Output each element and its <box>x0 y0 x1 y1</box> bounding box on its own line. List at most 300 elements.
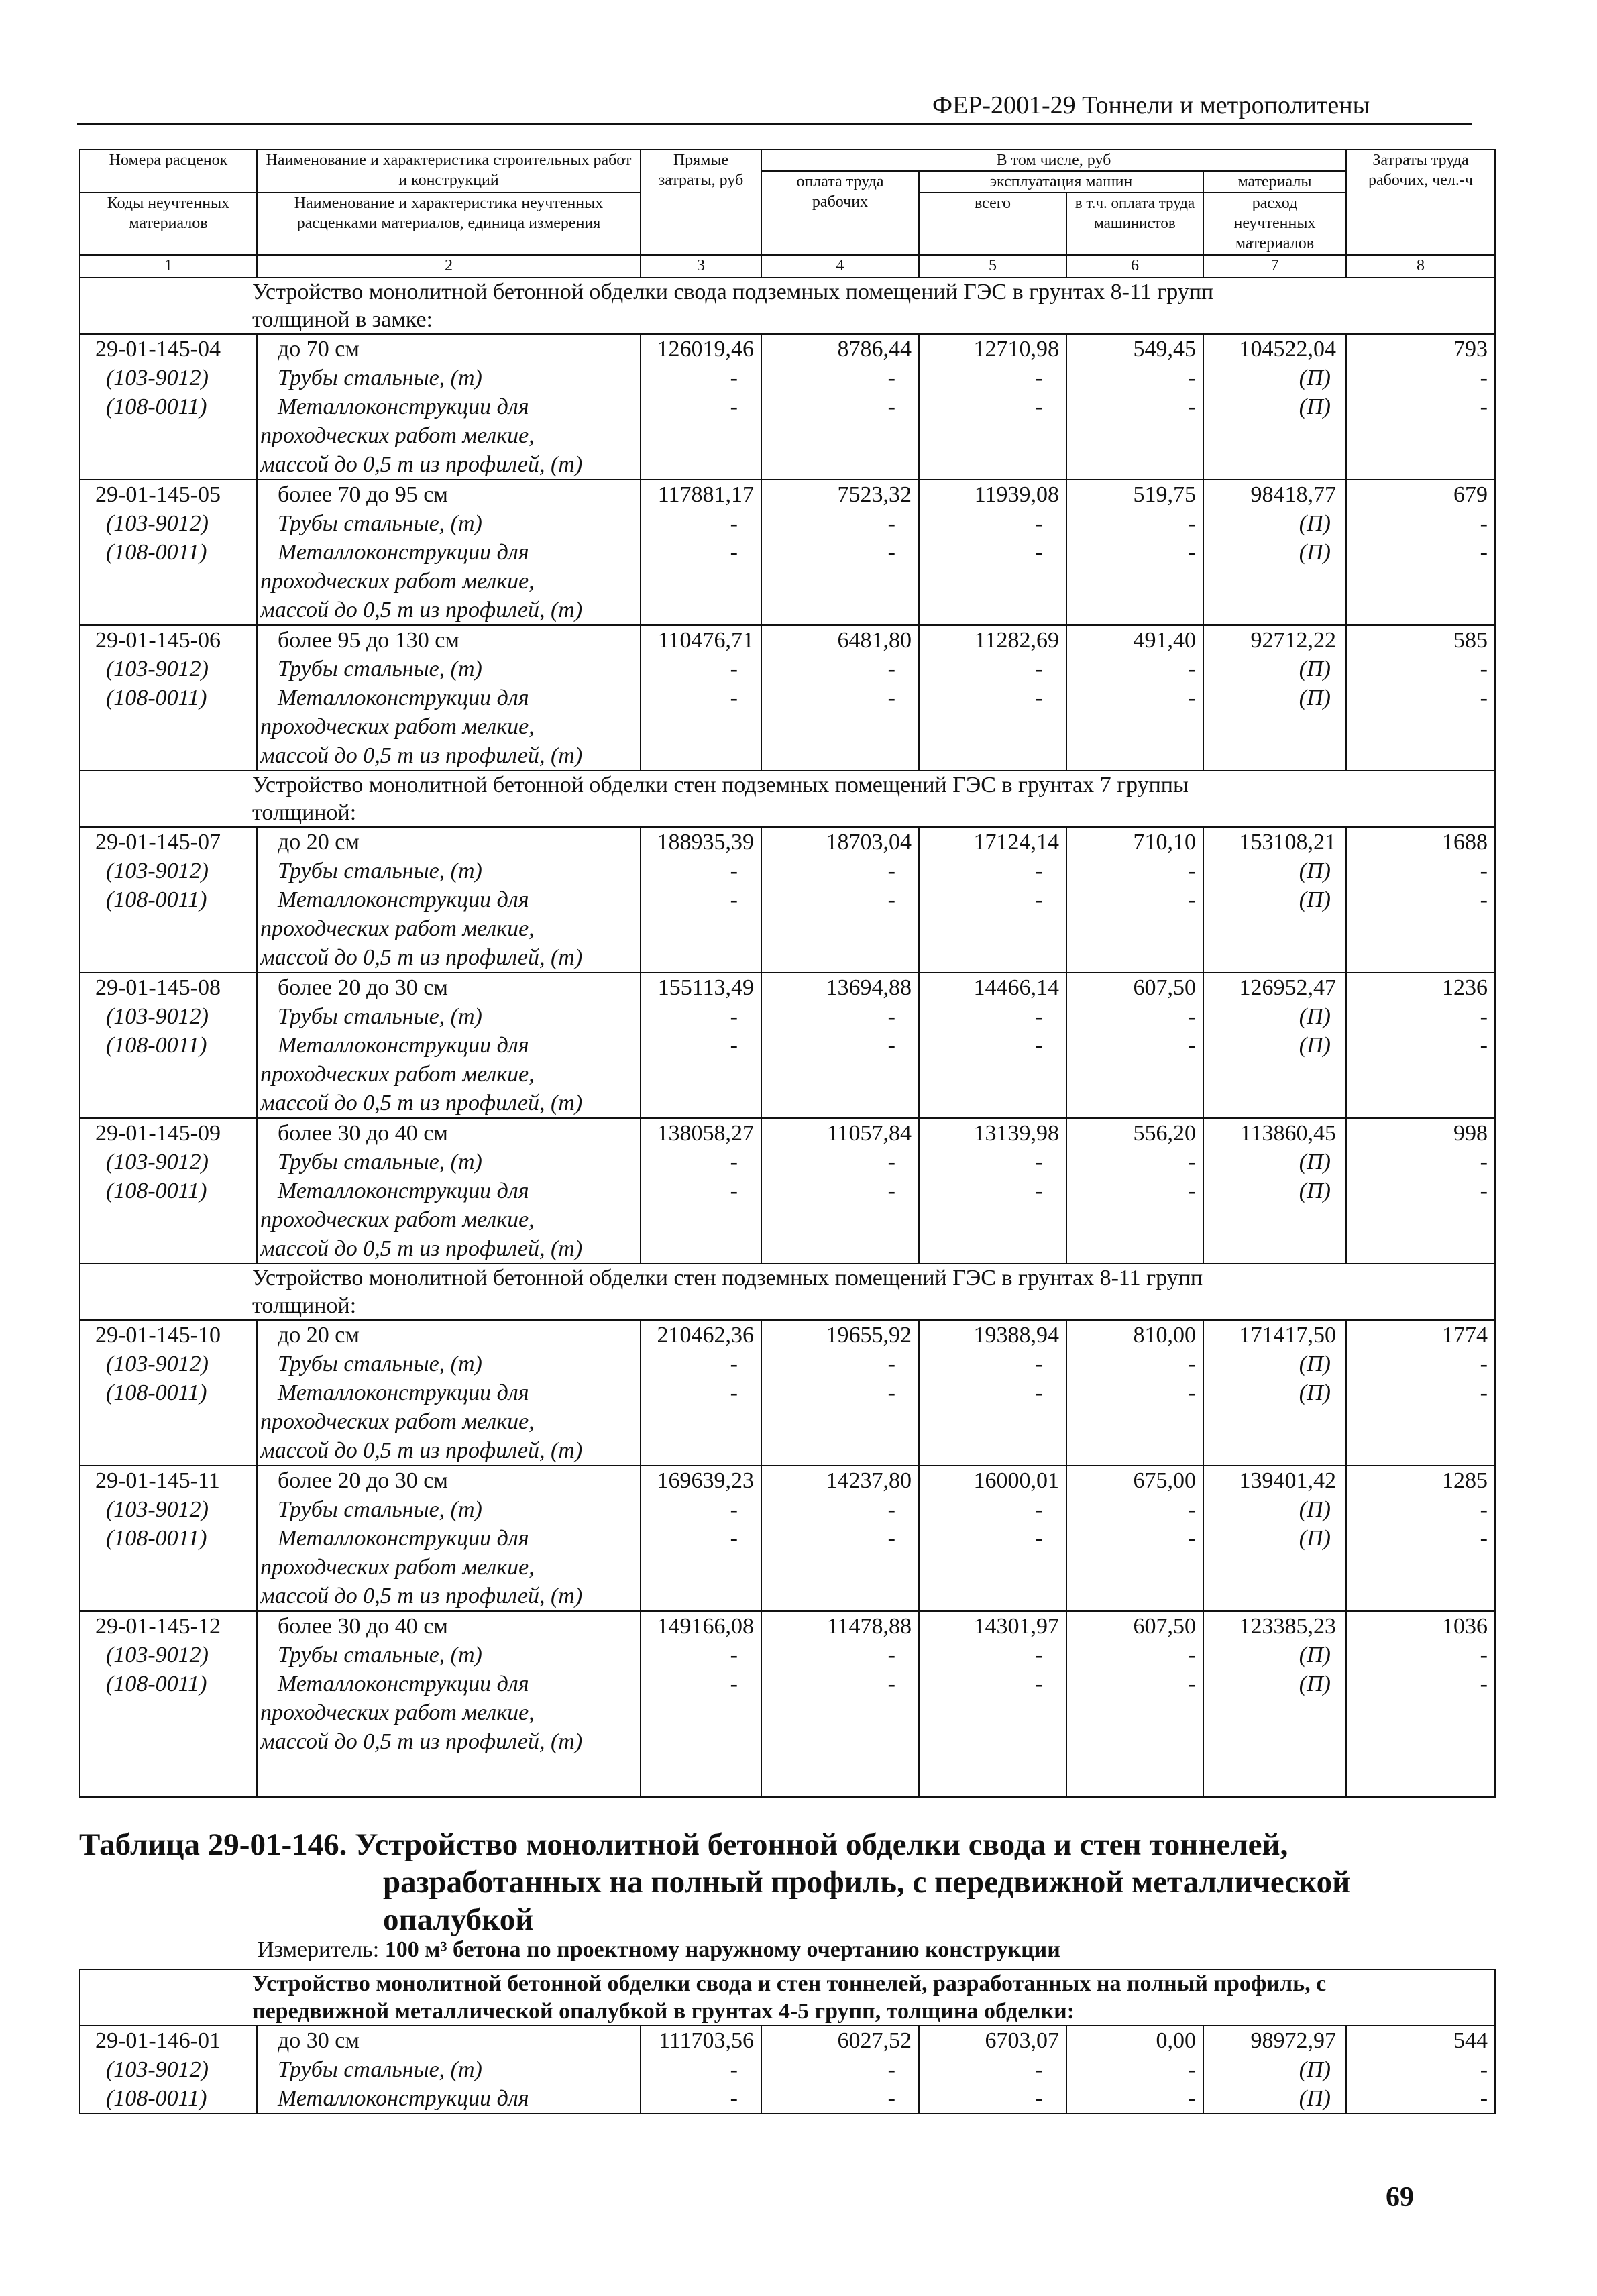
col-num: 7 <box>1203 255 1346 278</box>
empty-cell <box>641 1234 761 1264</box>
material-code: (108-0011) <box>80 1177 257 1205</box>
material-name-cont: проходческих работ мелкие, <box>257 712 641 741</box>
material-flag: (П) <box>1203 2055 1346 2084</box>
rate-code: 29-01-146-01 <box>80 2026 257 2055</box>
empty-cell <box>1346 712 1495 741</box>
dash-cell: - <box>761 538 919 567</box>
empty-cell <box>761 1756 919 1797</box>
dash-cell: - <box>1066 392 1203 421</box>
material-row-pipes <box>80 2055 1495 2084</box>
material-name: Металлоконструкции для <box>257 1524 641 1553</box>
page-number: 69 <box>1386 2182 1414 2213</box>
rate-row <box>80 1320 1495 1350</box>
material-flag: (П) <box>1203 655 1346 684</box>
rates-table-145 <box>79 149 1496 1798</box>
material-name: Трубы стальные, (т) <box>257 1002 641 1031</box>
rate-row <box>80 625 1495 655</box>
material-row-cont <box>80 1205 1495 1234</box>
material-flag: (П) <box>1203 1670 1346 1698</box>
dash-cell: - <box>1346 1002 1495 1031</box>
dash-cell: - <box>641 1350 761 1378</box>
material-code: (108-0011) <box>80 2084 257 2114</box>
empty-cell <box>761 943 919 973</box>
machines-total: 16000,01 <box>919 1466 1066 1495</box>
dash-cell: - <box>1346 364 1495 392</box>
material-name-cont: проходческих работ мелкие, <box>257 1553 641 1582</box>
rate-name: до 20 см <box>257 827 641 857</box>
dash-cell: - <box>1346 1177 1495 1205</box>
dash-cell: - <box>761 364 919 392</box>
hdr-material-names: Наименование и характеристика неучтенных расценками материалов, единица измерения <box>257 193 641 255</box>
empty-cell <box>80 1089 257 1118</box>
dash-cell: - <box>1346 538 1495 567</box>
dash-cell: - <box>1066 1641 1203 1670</box>
operator-pay: 675,00 <box>1066 1466 1203 1495</box>
direct-costs: 188935,39 <box>641 827 761 857</box>
empty-cell <box>919 914 1066 943</box>
material-row-pipes <box>80 1641 1495 1670</box>
dash-cell: - <box>919 364 1066 392</box>
dash-cell: - <box>1066 364 1203 392</box>
dash-cell: - <box>641 1495 761 1524</box>
material-row-cont <box>80 1553 1495 1582</box>
empty-cell <box>1066 1582 1203 1611</box>
dash-cell: - <box>919 857 1066 885</box>
labor-hours: 1236 <box>1346 973 1495 1002</box>
empty-cell <box>641 914 761 943</box>
material-row-pipes <box>80 364 1495 392</box>
rate-row <box>80 1466 1495 1495</box>
table-146-title <box>79 1826 1488 1938</box>
empty-cell <box>1066 1698 1203 1727</box>
material-row-cont <box>80 1234 1495 1264</box>
material-name-cont: проходческих работ мелкие, <box>257 567 641 596</box>
worker-pay: 6481,80 <box>761 625 919 655</box>
empty-cell <box>1066 1436 1203 1466</box>
labor-hours: 544 <box>1346 2026 1495 2055</box>
material-use: 171417,50 <box>1203 1320 1346 1350</box>
empty-cell <box>1066 1407 1203 1436</box>
labor-hours: 585 <box>1346 625 1495 655</box>
material-row-metal <box>80 1031 1495 1060</box>
rate-code: 29-01-145-11 <box>80 1466 257 1495</box>
measure-label: Измеритель: <box>258 1937 380 1962</box>
empty-cell <box>1346 1060 1495 1089</box>
material-name-cont: массой до 0,5 т из профилей, (т) <box>257 1582 641 1611</box>
dash-cell: - <box>641 1002 761 1031</box>
dash-cell: - <box>919 885 1066 914</box>
machines-total: 6703,07 <box>919 2026 1066 2055</box>
empty-cell <box>1203 943 1346 973</box>
dash-cell: - <box>761 1378 919 1407</box>
section-heading-cont <box>80 306 1495 334</box>
dash-cell: - <box>1066 1495 1203 1524</box>
material-code: (103-9012) <box>80 364 257 392</box>
dash-cell: - <box>1346 1148 1495 1177</box>
material-row-metal <box>80 1378 1495 1407</box>
machines-total: 17124,14 <box>919 827 1066 857</box>
rate-name: более 20 до 30 см <box>257 973 641 1002</box>
hdr-work-name: Наименование и характеристика строительных работ и конструкций <box>257 150 641 193</box>
rate-code: 29-01-145-08 <box>80 973 257 1002</box>
material-use: 113860,45 <box>1203 1118 1346 1148</box>
dash-cell: - <box>641 1524 761 1553</box>
material-row-cont <box>80 567 1495 596</box>
hdr-including: В том числе, руб <box>761 150 1346 171</box>
empty-cell <box>80 1407 257 1436</box>
empty-cell <box>1346 596 1495 625</box>
dash-cell: - <box>761 1350 919 1378</box>
dash-cell: - <box>919 509 1066 538</box>
empty-cell <box>80 1060 257 1089</box>
operator-pay: 0,00 <box>1066 2026 1203 2055</box>
dash-cell: - <box>641 1641 761 1670</box>
section-title-line2: передвижной металлической опалубкой в грунтах 4-5 групп, толщина обделки: <box>80 1998 1495 2026</box>
dash-cell: - <box>919 392 1066 421</box>
empty-cell <box>761 1436 919 1466</box>
section-title-line2: толщиной в замке: <box>80 306 1495 334</box>
empty-cell <box>1066 1205 1203 1234</box>
material-name-cont: проходческих работ мелкие, <box>257 421 641 450</box>
material-name: Металлоконструкции для <box>257 2084 641 2114</box>
rates-body-146 <box>80 1969 1495 2114</box>
rate-name: более 70 до 95 см <box>257 480 641 509</box>
dash-cell: - <box>1346 885 1495 914</box>
empty-cell <box>1203 596 1346 625</box>
hdr-material-codes: Коды неучтенных материалов <box>80 193 257 255</box>
material-name: Трубы стальные, (т) <box>257 2055 641 2084</box>
empty-cell <box>80 1436 257 1466</box>
empty-cell <box>641 596 761 625</box>
empty-cell <box>1066 712 1203 741</box>
empty-cell <box>1203 712 1346 741</box>
worker-pay: 11478,88 <box>761 1611 919 1641</box>
dash-cell: - <box>919 2084 1066 2114</box>
material-row-metal <box>80 1524 1495 1553</box>
material-flag: (П) <box>1203 1177 1346 1205</box>
direct-costs: 149166,08 <box>641 1611 761 1641</box>
material-code: (108-0011) <box>80 1670 257 1698</box>
empty-cell <box>641 1727 761 1756</box>
table-end-spacer <box>80 1756 1495 1797</box>
empty-cell <box>919 1436 1066 1466</box>
empty-cell <box>761 1234 919 1264</box>
empty-cell <box>761 1407 919 1436</box>
dash-cell: - <box>919 1495 1066 1524</box>
col-num: 4 <box>761 255 919 278</box>
section-title-line1: Устройство монолитной бетонной обделки свода подземных помещений ГЭС в грунтах 8-11 групп <box>80 278 1495 306</box>
material-row-metal <box>80 1670 1495 1698</box>
material-code: (103-9012) <box>80 857 257 885</box>
rate-code: 29-01-145-09 <box>80 1118 257 1148</box>
material-name: Металлоконструкции для <box>257 1670 641 1698</box>
dash-cell: - <box>761 1524 919 1553</box>
direct-costs: 126019,46 <box>641 334 761 364</box>
material-name: Трубы стальные, (т) <box>257 364 641 392</box>
dash-cell: - <box>641 2055 761 2084</box>
material-row-cont <box>80 1727 1495 1756</box>
empty-cell <box>1203 741 1346 771</box>
empty-cell <box>761 712 919 741</box>
labor-hours: 1285 <box>1346 1466 1495 1495</box>
direct-costs: 110476,71 <box>641 625 761 655</box>
dash-cell: - <box>641 684 761 712</box>
empty-cell <box>1346 1698 1495 1727</box>
material-row-cont <box>80 741 1495 771</box>
rate-row <box>80 1118 1495 1148</box>
empty-cell <box>761 567 919 596</box>
dash-cell: - <box>1346 2084 1495 2114</box>
dash-cell: - <box>641 885 761 914</box>
material-flag: (П) <box>1203 392 1346 421</box>
dash-cell: - <box>761 392 919 421</box>
empty-cell <box>80 421 257 450</box>
material-flag: (П) <box>1203 538 1346 567</box>
material-row-cont <box>80 450 1495 480</box>
material-code: (103-9012) <box>80 1641 257 1670</box>
material-row-metal <box>80 392 1495 421</box>
machines-total: 14466,14 <box>919 973 1066 1002</box>
dash-cell: - <box>761 509 919 538</box>
dash-cell: - <box>1066 1002 1203 1031</box>
dash-cell: - <box>919 1670 1066 1698</box>
empty-cell <box>761 914 919 943</box>
section-heading-cont <box>80 1292 1495 1320</box>
material-row-metal <box>80 538 1495 567</box>
empty-cell <box>761 741 919 771</box>
dash-cell: - <box>1066 538 1203 567</box>
empty-cell <box>919 741 1066 771</box>
dash-cell: - <box>1066 885 1203 914</box>
empty-cell <box>1066 1234 1203 1264</box>
empty-cell <box>1346 943 1495 973</box>
dash-cell: - <box>1346 1524 1495 1553</box>
operator-pay: 549,45 <box>1066 334 1203 364</box>
empty-cell <box>919 1060 1066 1089</box>
material-name-cont: массой до 0,5 т из профилей, (т) <box>257 596 641 625</box>
material-code: (103-9012) <box>80 1350 257 1378</box>
empty-cell <box>1346 1582 1495 1611</box>
material-name-cont: массой до 0,5 т из профилей, (т) <box>257 943 641 973</box>
material-row-cont <box>80 1060 1495 1089</box>
dash-cell: - <box>761 1002 919 1031</box>
empty-cell <box>1203 1089 1346 1118</box>
material-use: 123385,23 <box>1203 1611 1346 1641</box>
material-use: 104522,04 <box>1203 334 1346 364</box>
dash-cell: - <box>641 1031 761 1060</box>
material-row-cont <box>80 1582 1495 1611</box>
material-name: Металлоконструкции для <box>257 538 641 567</box>
worker-pay: 14237,80 <box>761 1466 919 1495</box>
section-heading-cont <box>80 1998 1495 2026</box>
material-row-metal <box>80 1177 1495 1205</box>
material-name: Трубы стальные, (т) <box>257 509 641 538</box>
hdr-material-use: расход неучтенных материалов <box>1203 193 1346 255</box>
material-code: (108-0011) <box>80 1524 257 1553</box>
material-row-cont <box>80 943 1495 973</box>
empty-cell <box>641 421 761 450</box>
empty-cell <box>80 1553 257 1582</box>
material-flag: (П) <box>1203 1350 1346 1378</box>
rates-table-146 <box>79 1969 1496 2114</box>
empty-cell <box>919 1756 1066 1797</box>
dash-cell: - <box>919 1641 1066 1670</box>
hdr-operator-pay: в т.ч. оплата труда машинистов <box>1066 193 1203 255</box>
empty-cell <box>761 1727 919 1756</box>
dash-cell: - <box>761 857 919 885</box>
empty-cell <box>919 567 1066 596</box>
hdr-machines-total: всего <box>919 193 1066 255</box>
empty-cell <box>641 1060 761 1089</box>
material-name-cont: массой до 0,5 т из профилей, (т) <box>257 450 641 480</box>
empty-cell <box>919 450 1066 480</box>
dash-cell: - <box>1066 857 1203 885</box>
material-use: 139401,42 <box>1203 1466 1346 1495</box>
empty-cell <box>1346 1436 1495 1466</box>
rate-row <box>80 2026 1495 2055</box>
empty-cell <box>1203 1727 1346 1756</box>
material-name: Металлоконструкции для <box>257 684 641 712</box>
machines-total: 11282,69 <box>919 625 1066 655</box>
empty-cell <box>1066 1553 1203 1582</box>
header-rule <box>77 123 1472 125</box>
labor-hours: 793 <box>1346 334 1495 364</box>
material-use: 98418,77 <box>1203 480 1346 509</box>
material-flag: (П) <box>1203 1378 1346 1407</box>
material-row-cont <box>80 712 1495 741</box>
dash-cell: - <box>1346 509 1495 538</box>
material-row-cont <box>80 914 1495 943</box>
direct-costs: 155113,49 <box>641 973 761 1002</box>
rate-row <box>80 973 1495 1002</box>
hdr-rate-number: Номера расценок <box>80 150 257 193</box>
material-code: (108-0011) <box>80 1378 257 1407</box>
dash-cell: - <box>1066 1670 1203 1698</box>
dash-cell: - <box>1066 1148 1203 1177</box>
empty-cell <box>761 450 919 480</box>
dash-cell: - <box>1346 1670 1495 1698</box>
empty-cell <box>80 712 257 741</box>
material-name: Трубы стальные, (т) <box>257 1641 641 1670</box>
operator-pay: 556,20 <box>1066 1118 1203 1148</box>
empty-cell <box>761 1089 919 1118</box>
material-code: (103-9012) <box>80 1148 257 1177</box>
empty-cell <box>919 596 1066 625</box>
dash-cell: - <box>641 1177 761 1205</box>
section-heading-cont <box>80 799 1495 827</box>
section-title-line1: Устройство монолитной бетонной обделки стен подземных помещений ГЭС в грунтах 7 группы <box>80 771 1495 799</box>
dash-cell: - <box>1066 655 1203 684</box>
empty-cell <box>80 741 257 771</box>
hdr-worker-pay: оплата труда рабочих <box>761 171 919 255</box>
dash-cell: - <box>761 1670 919 1698</box>
empty-cell <box>80 450 257 480</box>
empty-cell <box>1066 914 1203 943</box>
worker-pay: 18703,04 <box>761 827 919 857</box>
empty-cell <box>80 1582 257 1611</box>
material-flag: (П) <box>1203 1031 1346 1060</box>
empty-cell <box>80 914 257 943</box>
empty-cell <box>641 1407 761 1436</box>
rate-name: более 30 до 40 см <box>257 1611 641 1641</box>
empty-cell <box>641 450 761 480</box>
rate-name: до 70 см <box>257 334 641 364</box>
dash-cell: - <box>1346 2055 1495 2084</box>
material-row-pipes <box>80 509 1495 538</box>
material-code: (108-0011) <box>80 1031 257 1060</box>
empty-cell <box>1346 1727 1495 1756</box>
material-code: (108-0011) <box>80 885 257 914</box>
dash-cell: - <box>919 684 1066 712</box>
empty-cell <box>1203 1553 1346 1582</box>
material-use: 92712,22 <box>1203 625 1346 655</box>
labor-hours: 1036 <box>1346 1611 1495 1641</box>
table-146-title-line1: Таблица 29-01-146. Устройство монолитной бетонной обделки свода и стен тоннелей, <box>79 1827 1288 1862</box>
dash-cell: - <box>641 538 761 567</box>
material-name: Трубы стальные, (т) <box>257 655 641 684</box>
empty-cell <box>761 1698 919 1727</box>
material-flag: (П) <box>1203 857 1346 885</box>
empty-cell <box>919 943 1066 973</box>
empty-cell <box>761 1553 919 1582</box>
empty-cell <box>761 1205 919 1234</box>
empty-cell <box>641 1698 761 1727</box>
empty-cell <box>1346 1756 1495 1797</box>
dash-cell: - <box>919 2055 1066 2084</box>
empty-cell <box>641 1582 761 1611</box>
empty-cell <box>1346 741 1495 771</box>
dash-cell: - <box>1066 2084 1203 2114</box>
direct-costs: 169639,23 <box>641 1466 761 1495</box>
dash-cell: - <box>641 857 761 885</box>
table-146-title-line3: опалубкой <box>383 1902 534 1937</box>
hdr-materials: материалы <box>1203 171 1346 193</box>
empty-cell <box>1203 1436 1346 1466</box>
empty-cell <box>1346 450 1495 480</box>
rate-code: 29-01-145-12 <box>80 1611 257 1641</box>
material-flag: (П) <box>1203 2084 1346 2114</box>
empty-cell <box>1203 1698 1346 1727</box>
empty-cell <box>919 1089 1066 1118</box>
material-flag: (П) <box>1203 885 1346 914</box>
dash-cell: - <box>1346 1378 1495 1407</box>
machines-total: 11939,08 <box>919 480 1066 509</box>
material-row-pipes <box>80 655 1495 684</box>
dash-cell: - <box>641 2084 761 2114</box>
dash-cell: - <box>919 1031 1066 1060</box>
empty-cell <box>1066 421 1203 450</box>
section-heading <box>80 278 1495 306</box>
material-row-pipes <box>80 1002 1495 1031</box>
material-flag: (П) <box>1203 1002 1346 1031</box>
col-num: 8 <box>1346 255 1495 278</box>
dash-cell: - <box>641 364 761 392</box>
hdr-direct-costs: Прямые затраты, руб <box>641 150 761 255</box>
empty-cell <box>80 1698 257 1727</box>
material-name-cont: массой до 0,5 т из профилей, (т) <box>257 1234 641 1264</box>
hdr-labor-hours: Затраты труда рабочих, чел.-ч <box>1346 150 1495 255</box>
empty-cell <box>919 1407 1066 1436</box>
dash-cell: - <box>761 1177 919 1205</box>
empty-cell <box>641 1436 761 1466</box>
empty-cell <box>641 1553 761 1582</box>
section-title-line2: толщиной: <box>80 1292 1495 1320</box>
col-num: 1 <box>80 255 257 278</box>
empty-cell <box>919 712 1066 741</box>
worker-pay: 7523,32 <box>761 480 919 509</box>
section-heading <box>80 1969 1495 1998</box>
empty-cell <box>641 712 761 741</box>
